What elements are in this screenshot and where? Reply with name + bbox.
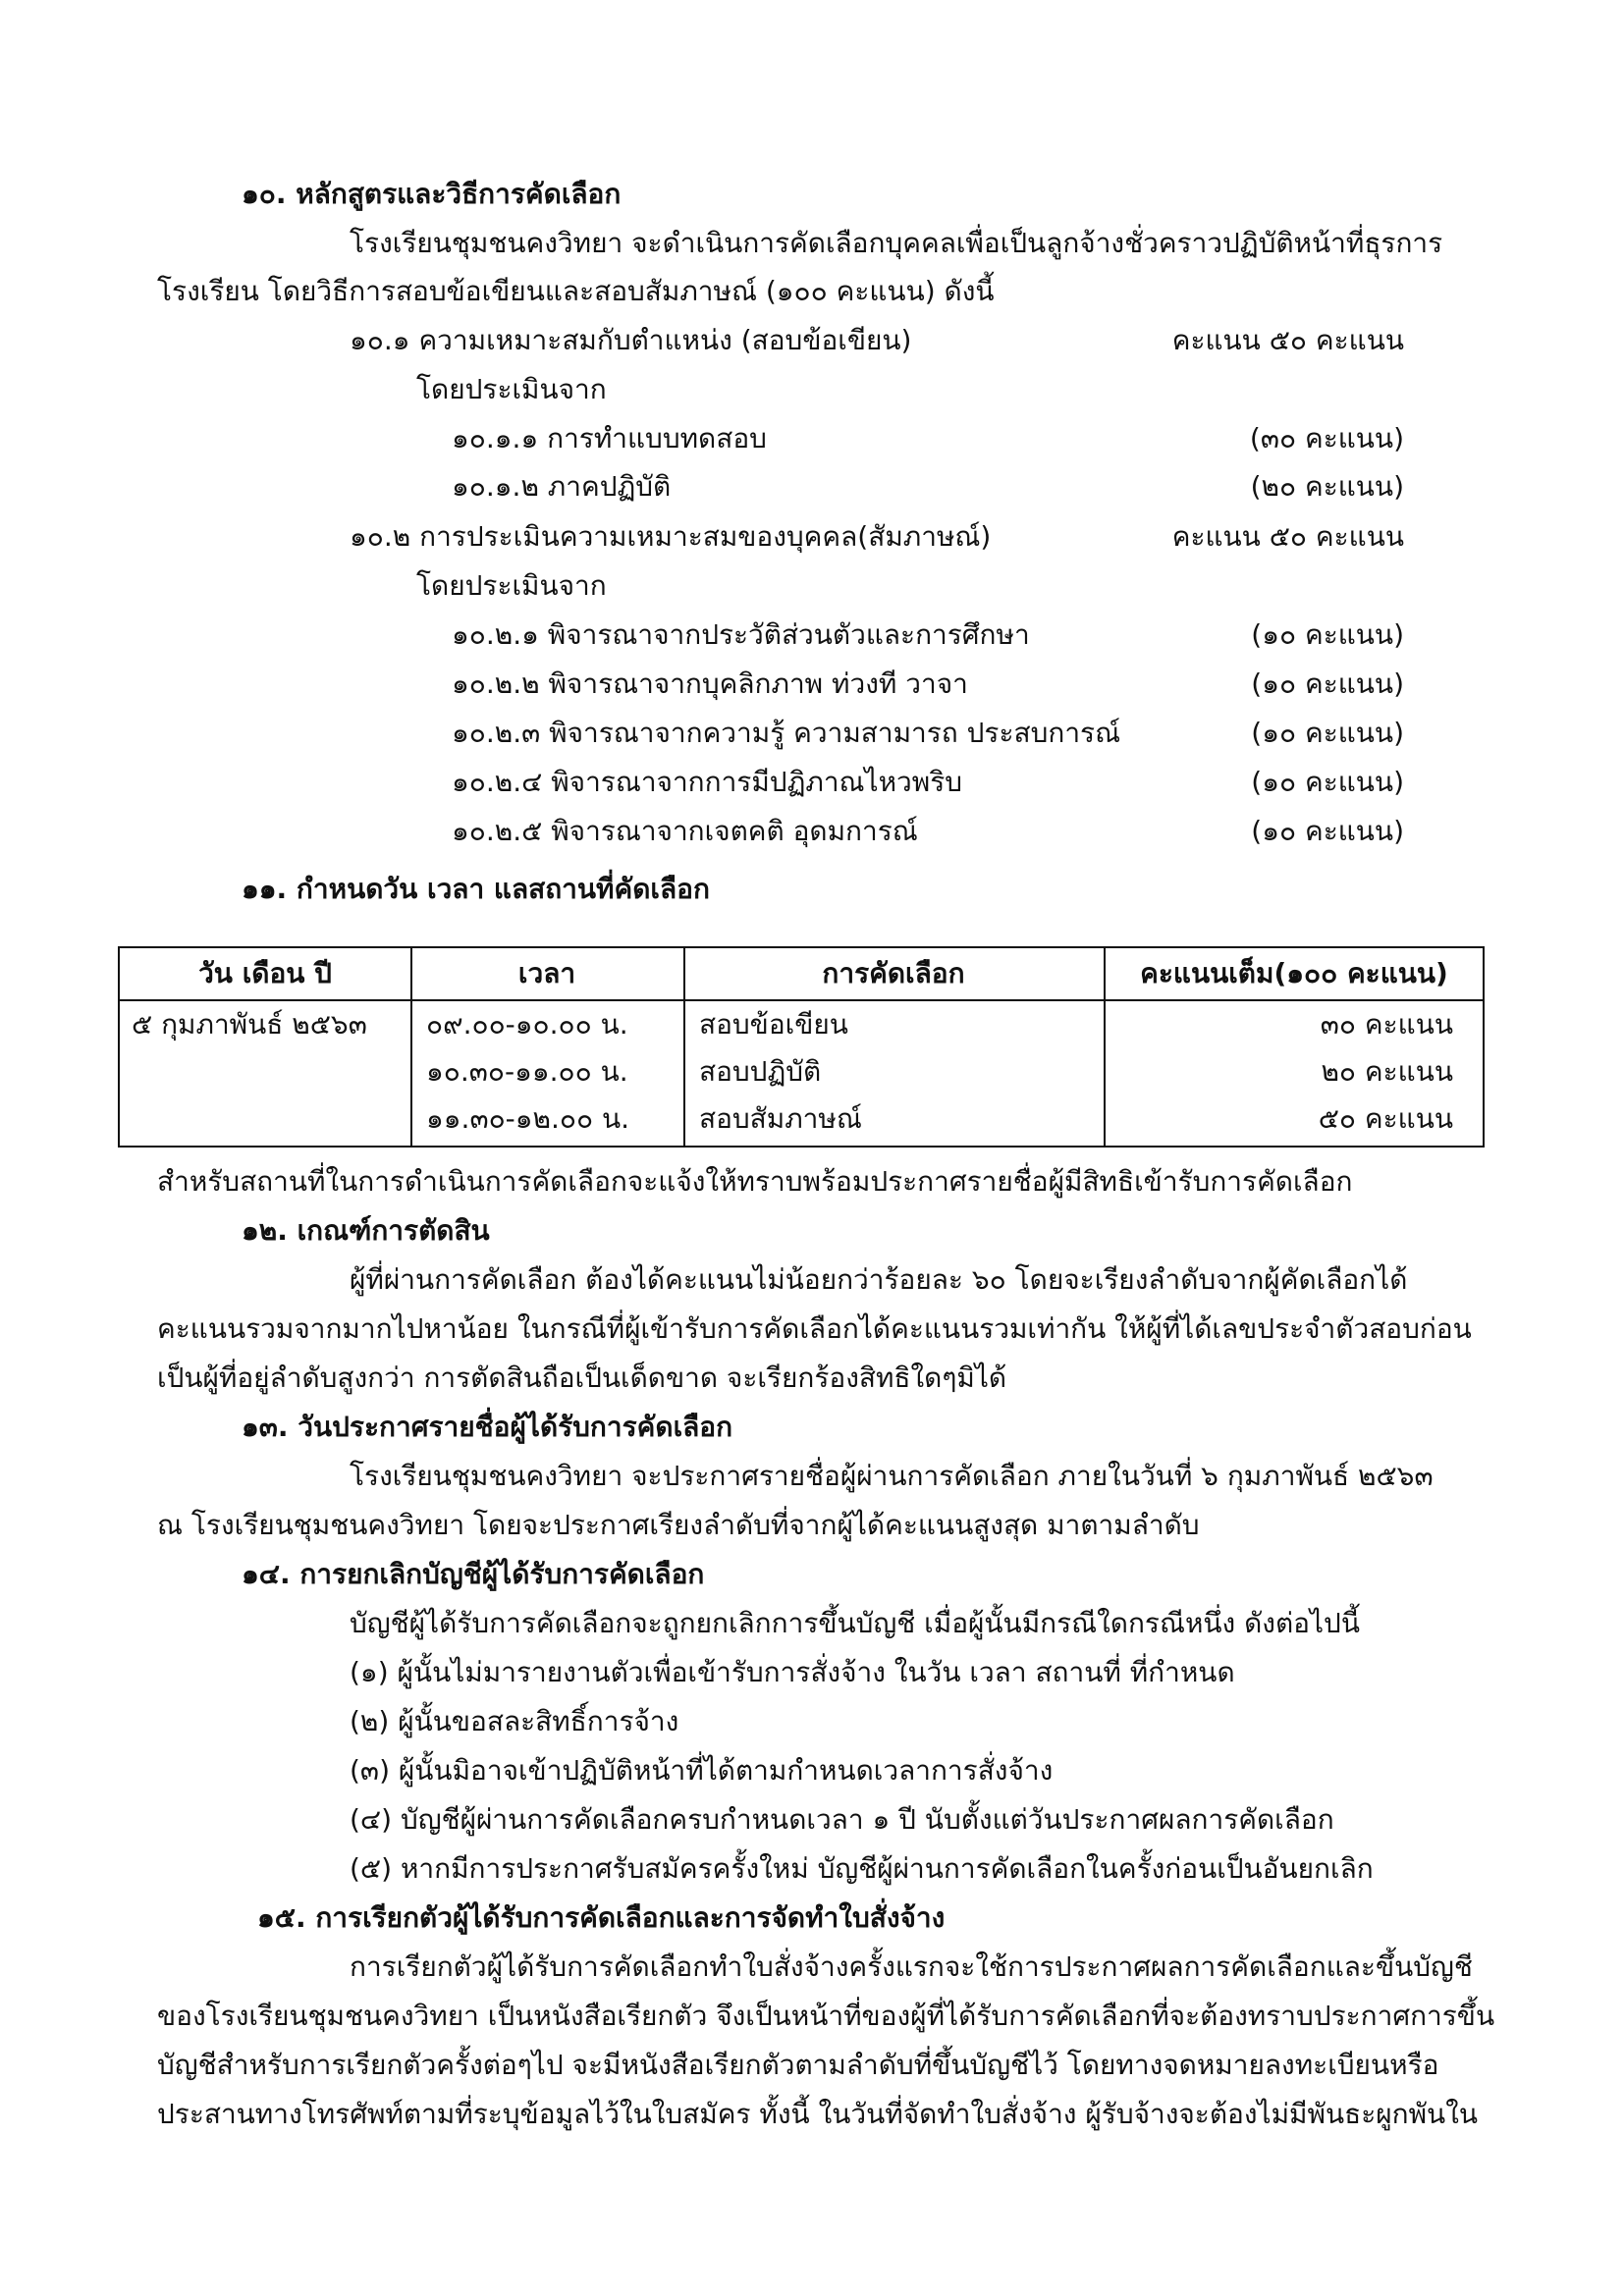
section-15-title: ๑๕. การเรียกตัวผู้ได้รับการคัดเลือกและการจัดทำใบสั่งจ้าง — [257, 1901, 946, 1934]
table-header-time: เวลา — [517, 957, 576, 989]
criteria-10-2-5-score: (๑๐ คะแนน) — [1251, 815, 1404, 847]
criteria-10-2-by: โดยประเมินจาก — [416, 569, 607, 602]
section-14-item-5: (๕) หากมีการประกาศรับสมัครครั้งใหม่ บัญชีผู้ผ่านการคัดเลือกในครั้งก่อนเป็นอันยกเลิก — [350, 1852, 1374, 1885]
section-10-intro-line2: โรงเรียน โดยวิธีการสอบข้อเขียนและสอบสัมภาษณ์ (๑๐๐ คะแนน) ดังนี้ — [157, 275, 995, 307]
section-12-line2: คะแนนรวมจากมากไปหาน้อย ในกรณีที่ผู้เข้ารับการคัดเลือกได้คะแนนรวมเท่ากัน ให้ผู้ที่ได้เลขประจำตัวสอบก่อน — [157, 1312, 1472, 1345]
criteria-10-1-by: โดยประเมินจาก — [416, 373, 607, 405]
table-cell-time: ๑๑.๓๐-๑๒.๐๐ น. — [426, 1102, 630, 1135]
section-12-title: ๑๒. เกณฑ์การตัดสิน — [242, 1214, 490, 1247]
criteria-10-2-score: คะแนน ๕๐ คะแนน — [1171, 520, 1404, 553]
section-15-line3: บัญชีสำหรับการเรียกตัวครั้งต่อๆไป จะมีหนังสือเรียกตัวตามลำดับที่ขึ้นบัญชีไว้ โดยทางจดหมายลงทะเบียนหรือ — [157, 2049, 1439, 2081]
section-14-item-2: (๒) ผู้นั้นขอสละสิทธิ์การจ้าง — [350, 1705, 679, 1737]
criteria-10-2-5-label: ๑๐.๒.๕ พิจารณาจากเจตคติ อุดมการณ์ — [452, 815, 918, 847]
table-cell-exam: สอบข้อเขียน — [699, 1008, 848, 1041]
criteria-10-1-1-score: (๓๐ คะแนน) — [1249, 422, 1404, 454]
section-14-item-1: (๑) ผู้นั้นไม่มารายงานตัวเพื่อเข้ารับการสั่งจ้าง ในวัน เวลา สถานที่ ที่กำหนด — [350, 1656, 1235, 1688]
section-12-line3: เป็นผู้ที่อยู่ลำดับสูงกว่า การตัดสินถือเป็นเด็ดขาด จะเรียกร้องสิทธิใดๆมิได้ — [157, 1362, 1007, 1394]
criteria-10-2-3-score: (๑๐ คะแนน) — [1251, 717, 1404, 749]
criteria-10-1-score: คะแนน ๕๐ คะแนน — [1171, 324, 1404, 356]
section-14-intro: บัญชีผู้ได้รับการคัดเลือกจะถูกยกเลิกการขึ้นบัญชี เมื่อผู้นั้นมีกรณีใดกรณีหนึ่ง ดังต่อไปนี้ — [350, 1607, 1360, 1639]
table-cell-score: ๒๐ คะแนน — [1321, 1055, 1453, 1088]
section-14-title: ๑๔. การยกเลิกบัญชีผู้ได้รับการคัดเลือก — [242, 1558, 705, 1590]
table-header-score: คะแนนเต็ม(๑๐๐ คะแนน) — [1140, 957, 1448, 989]
criteria-10-2-4-label: ๑๐.๒.๔ พิจารณาจากการมีปฏิภาณไหวพริบ — [452, 766, 963, 798]
table-cell-exam: สอบสัมภาษณ์ — [699, 1102, 862, 1135]
section-13-line1: โรงเรียนชุมชนคงวิทยา จะประกาศรายชื่อผู้ผ่านการคัดเลือก ภายในวันที่ ๖ กุมภาพันธ์ ๒๕๖๓ — [350, 1460, 1434, 1492]
section-12-line1: ผู้ที่ผ่านการคัดเลือก ต้องได้คะแนนไม่น้อยกว่าร้อยละ ๖๐ โดยจะเรียงลำดับจากผู้คัดเลือกได้ — [350, 1263, 1408, 1296]
section-13-title: ๑๓. วันประกาศรายชื่อผู้ได้รับการคัดเลือก — [242, 1411, 733, 1443]
section-15-line2: ของโรงเรียนชุมชนคงวิทยา เป็นหนังสือเรียกตัว จึงเป็นหน้าที่ของผู้ที่ได้รับการคัดเลือกที่จะต้องทราบประกาศการขึ้น — [157, 2000, 1495, 2032]
table-divider — [120, 999, 1483, 1001]
criteria-10-1-2-score: (๒๐ คะแนน) — [1250, 470, 1404, 503]
criteria-10-2-3-label: ๑๐.๒.๓ พิจารณาจากความรู้ ความสามารถ ประสบการณ์ — [452, 717, 1121, 749]
criteria-10-1-1-label: ๑๐.๑.๑ การทำแบบทดสอบ — [452, 422, 767, 454]
table-cell-score: ๓๐ คะแนน — [1320, 1008, 1453, 1041]
criteria-10-2-label: ๑๐.๒ การประเมินความเหมาะสมของบุคคล(สัมภาษณ์) — [350, 520, 992, 553]
criteria-10-1-label: ๑๐.๑ ความเหมาะสมกับตำแหน่ง (สอบข้อเขียน) — [350, 324, 912, 356]
criteria-10-2-2-score: (๑๐ คะแนน) — [1251, 667, 1404, 700]
table-cell-time: ๐๙.๐๐-๑๐.๐๐ น. — [426, 1008, 628, 1041]
criteria-10-2-4-score: (๑๐ คะแนน) — [1251, 766, 1404, 798]
section-11-note: สำหรับสถานที่ในการดำเนินการคัดเลือกจะแจ้งให้ทราบพร้อมประกาศรายชื่อผู้มีสิทธิเข้ารับการคัดเลือก — [157, 1165, 1353, 1198]
section-10-intro-line1: โรงเรียนชุมชนคงวิทยา จะดำเนินการคัดเลือกบุคคลเพื่อเป็นลูกจ้างชั่วคราวปฏิบัติหน้าที่ธุรการ — [350, 227, 1443, 259]
table-cell-time: ๑๐.๓๐-๑๑.๐๐ น. — [426, 1055, 628, 1088]
criteria-10-2-2-label: ๑๐.๒.๒ พิจารณาจากบุคลิกภาพ ท่วงที วาจา — [452, 667, 968, 700]
table-header-date: วัน เดือน ปี — [198, 957, 332, 989]
criteria-10-1-2-label: ๑๐.๑.๒ ภาคปฏิบัติ — [452, 470, 672, 503]
criteria-10-2-1-label: ๑๐.๒.๑ พิจารณาจากประวัติส่วนตัวและการศึกษา — [452, 618, 1030, 651]
section-14-item-3: (๓) ผู้นั้นมิอาจเข้าปฏิบัติหน้าที่ได้ตามกำหนดเวลาการสั่งจ้าง — [350, 1754, 1054, 1787]
table-cell-date: ๕ กุมภาพันธ์ ๒๕๖๓ — [132, 1008, 367, 1041]
table-cell-exam: สอบปฏิบัติ — [699, 1055, 822, 1088]
section-11-title: ๑๑. กำหนดวัน เวลา แลสถานที่คัดเลือก — [242, 873, 710, 905]
section-10-title: ๑๐. หลักสูตรและวิธีการคัดเลือก — [242, 178, 622, 210]
schedule-table — [118, 946, 1485, 1148]
table-cell-score: ๕๐ คะแนน — [1318, 1102, 1453, 1135]
section-15-line4: ประสานทางโทรศัพท์ตามที่ระบุข้อมูลไว้ในใบสมัคร ทั้งนี้ ในวันที่จัดทำใบสั่งจ้าง ผู้รับจ้างจะต้องไม่มีพันธะผูกพันใน — [157, 2098, 1479, 2130]
section-13-line2: ณ โรงเรียนชุมชนคงวิทยา โดยจะประกาศเรียงลำดับที่จากผู้ได้คะแนนสูงสุด มาตามลำดับ — [157, 1509, 1200, 1541]
table-header-exam: การคัดเลือก — [822, 957, 965, 989]
section-15-line1: การเรียกตัวผู้ได้รับการคัดเลือกทำใบสั่งจ้างครั้งแรกจะใช้การประกาศผลการคัดเลือกและขึ้นบัญชี — [350, 1950, 1473, 1983]
section-14-item-4: (๔) บัญชีผู้ผ่านการคัดเลือกครบกำหนดเวลา ๑ ปี นับตั้งแต่วันประกาศผลการคัดเลือก — [350, 1803, 1334, 1836]
criteria-10-2-1-score: (๑๐ คะแนน) — [1251, 618, 1404, 651]
